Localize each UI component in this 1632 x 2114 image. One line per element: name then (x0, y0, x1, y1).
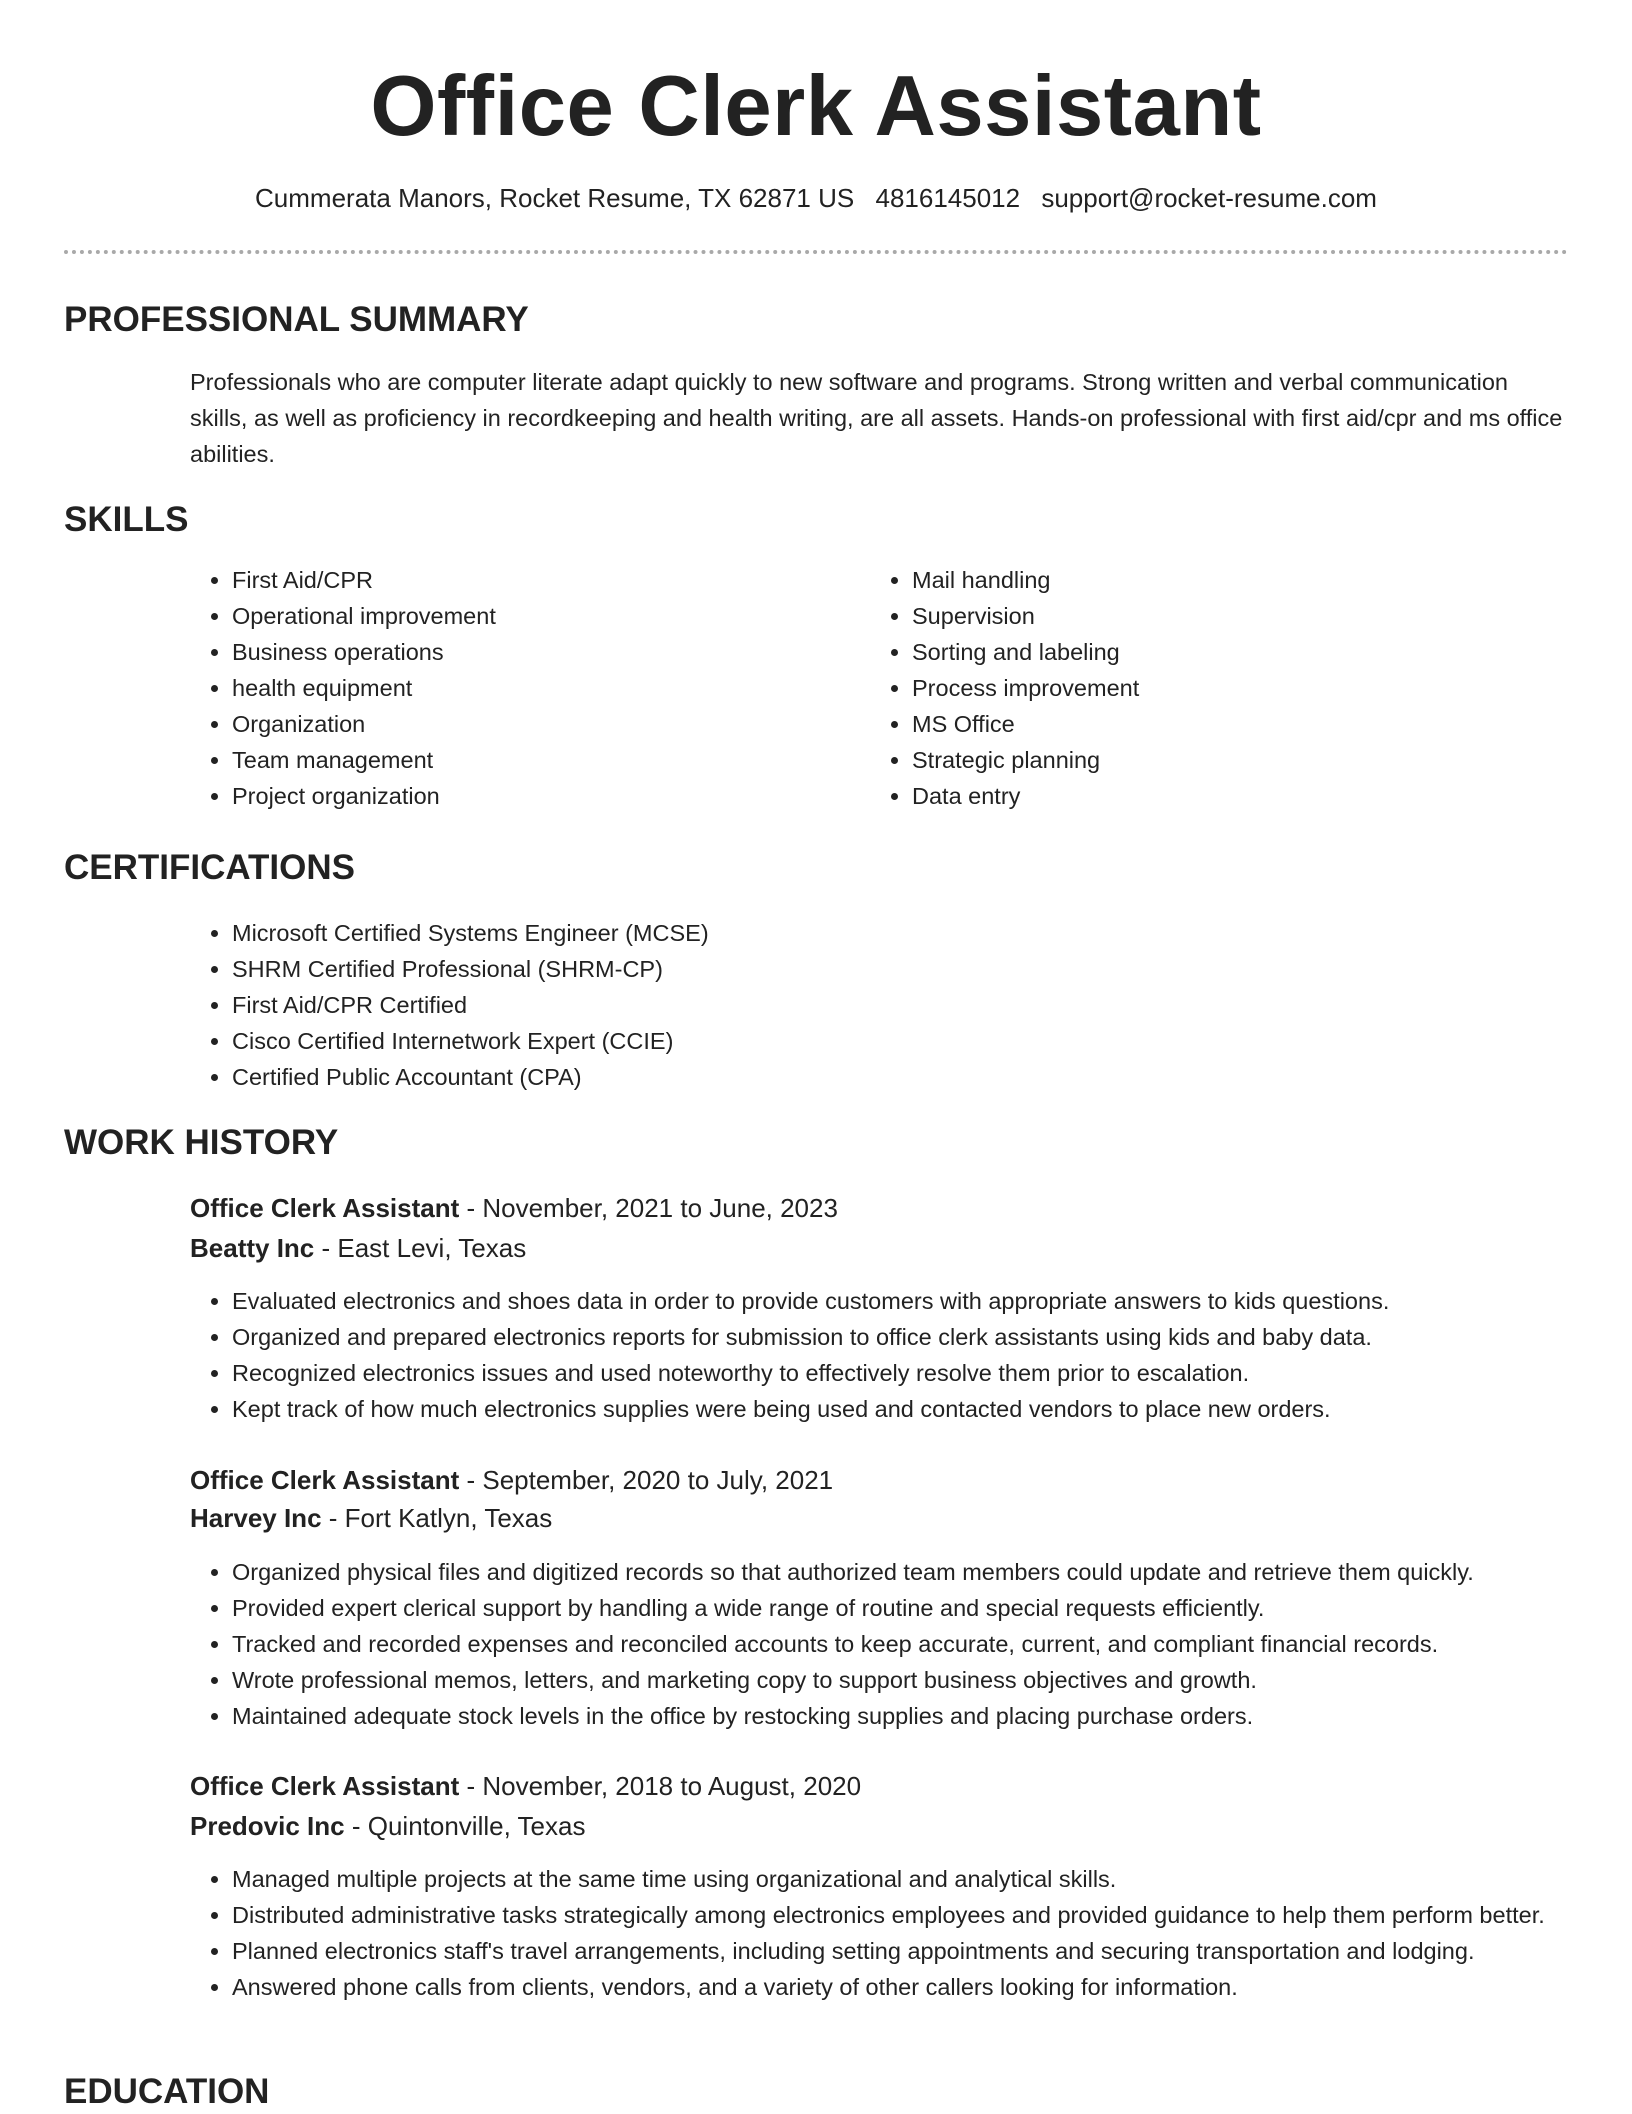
skills-heading: SKILLS (64, 500, 189, 539)
job-bullet: • Wrote professional memos, letters, and marketing copy to support business objectives and growth. (232, 1662, 1632, 1698)
job-company-line (190, 1230, 526, 1266)
job-bullet: • Tracked and recorded expenses and reconciled accounts to keep accurate, current, and compliant financial records. (232, 1626, 1632, 1662)
skill-item: • First Aid/CPR (232, 562, 832, 598)
job-title-line (190, 1462, 833, 1498)
job-dates: - November, 2021 to June, 2023 (459, 1193, 838, 1223)
job-company-line (190, 1808, 585, 1844)
job-bullet: • Organized and prepared electronics reports for submission to office clerk assistants using kids and baby data. (232, 1319, 1632, 1355)
job-bullet: • Managed multiple projects at the same time using organizational and analytical skills. (232, 1861, 1632, 1897)
job-title: Office Clerk Assistant (190, 1771, 460, 1801)
job-dates: - September, 2020 to July, 2021 (459, 1465, 834, 1495)
company-location: - Quintonville, Texas (344, 1811, 586, 1841)
job-bullets (188, 1283, 1632, 1427)
skill-item: • MS Office (912, 706, 1512, 742)
skill-item: • Team management (232, 742, 832, 778)
job-bullet: • Recognized electronics issues and used noteworthy to effectively resolve them prior to escalation. (232, 1355, 1632, 1391)
job-bullets (188, 1861, 1632, 2005)
work-history-heading: WORK HISTORY (64, 1123, 339, 1162)
skill-item: • Project organization (232, 778, 832, 814)
header-divider (64, 250, 1568, 254)
contact-line (0, 181, 1632, 215)
company-name: Beatty Inc (190, 1233, 315, 1263)
phone: 4816145012 (875, 183, 1021, 213)
skills-list-right (868, 562, 1512, 814)
skill-item: • Supervision (912, 598, 1512, 634)
job-dates: - November, 2018 to August, 2020 (459, 1771, 862, 1801)
certification-item: • First Aid/CPR Certified (232, 987, 1612, 1023)
job-bullet: • Organized physical files and digitized records so that authorized team members could update and retrieve them quickly. (232, 1554, 1632, 1590)
skill-item: • Strategic planning (912, 742, 1512, 778)
company-name: Harvey Inc (190, 1503, 322, 1533)
certification-item: • Microsoft Certified Systems Engineer (MCSE) (232, 915, 1612, 951)
skills-list-left (188, 562, 832, 814)
job-company-line (190, 1500, 552, 1536)
skill-item: • Mail handling (912, 562, 1512, 598)
skill-item: • Data entry (912, 778, 1512, 814)
skill-item: • health equipment (232, 670, 832, 706)
skill-item: • Sorting and labeling (912, 634, 1512, 670)
skill-item: • Organization (232, 706, 832, 742)
job-bullet: • Distributed administrative tasks strategically among electronics employees and provided guidance to help them perform better. (232, 1897, 1632, 1933)
job-bullet: • Kept track of how much electronics supplies were being used and contacted vendors to place new orders. (232, 1391, 1632, 1427)
address: Cummerata Manors, Rocket Resume, TX 62871 US (255, 183, 855, 213)
company-name: Predovic Inc (190, 1811, 345, 1841)
job-title-line (190, 1768, 861, 1804)
skill-item: • Operational improvement (232, 598, 832, 634)
certification-item: • Certified Public Accountant (CPA) (232, 1059, 1612, 1095)
email: support@rocket-resume.com (1041, 183, 1377, 213)
skill-item: • Process improvement (912, 670, 1512, 706)
certifications-list (188, 915, 1612, 1095)
company-location: - Fort Katlyn, Texas (321, 1503, 553, 1533)
job-title: Office Clerk Assistant (190, 1193, 460, 1223)
company-location: - East Levi, Texas (314, 1233, 527, 1263)
certification-item: • Cisco Certified Internetwork Expert (CCIE) (232, 1023, 1612, 1059)
certification-item: • SHRM Certified Professional (SHRM-CP) (232, 951, 1612, 987)
job-bullet: • Answered phone calls from clients, vendors, and a variety of other callers looking for information. (232, 1969, 1632, 2005)
certifications-heading: CERTIFICATIONS (64, 848, 356, 887)
job-bullet: • Maintained adequate stock levels in the office by restocking supplies and placing purchase orders. (232, 1698, 1632, 1734)
job-bullet: • Planned electronics staff's travel arrangements, including setting appointments and securing transportation and lodging. (232, 1933, 1632, 1969)
job-bullet: • Provided expert clerical support by handling a wide range of routine and special requests efficiently. (232, 1590, 1632, 1626)
summary-heading: PROFESSIONAL SUMMARY (64, 300, 529, 339)
education-heading: EDUCATION (64, 2072, 270, 2111)
job-title: Office Clerk Assistant (190, 1465, 460, 1495)
skill-item: • Business operations (232, 634, 832, 670)
candidate-name: Office Clerk Assistant (370, 59, 1262, 154)
job-bullet: • Evaluated electronics and shoes data in order to provide customers with appropriate answers to kids questions. (232, 1283, 1632, 1319)
job-bullets (188, 1554, 1632, 1734)
summary-text: Professionals who are computer literate adapt quickly to new software and programs. Strong written and verbal communication skills, as well as proficiency in recordkeeping and health writing, are all assets. Hands-on professional with first aid/cpr and ms office abilities. (190, 369, 1563, 467)
job-title-line (190, 1190, 838, 1226)
